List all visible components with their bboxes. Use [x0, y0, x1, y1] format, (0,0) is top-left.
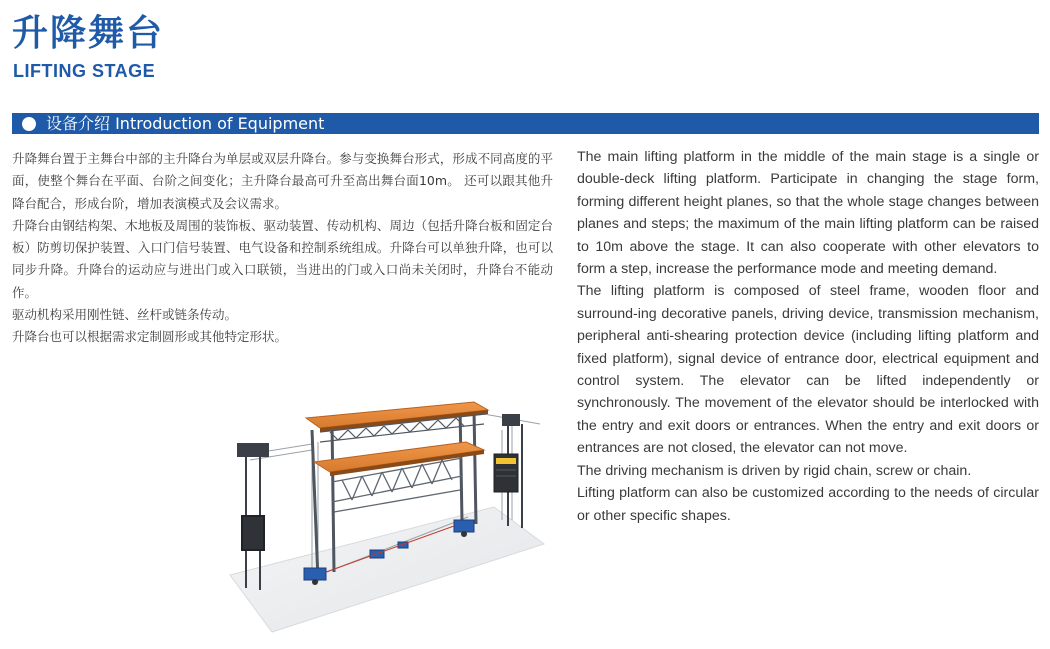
bullet-dot-icon — [22, 117, 36, 131]
description-cn-paragraph: 驱动机构采用刚性链、丝杆或链条传动。 — [12, 307, 238, 323]
description-en-paragraph: Lifting platform can also be customized according to the needs of circular or other specific shapes. — [577, 485, 1039, 524]
description-en — [577, 146, 1039, 527]
floor-slab — [230, 507, 544, 632]
description-cn-paragraph: 升降台也可以根据需求定制圆形或其他特定形状。 — [12, 329, 288, 345]
description-cn — [12, 148, 553, 349]
section-title: 设备介绍 Introduction of Equipment — [46, 114, 325, 133]
lifting-stage-illustration — [222, 392, 548, 638]
description-en-paragraph: The main lifting platform in the middle of the main stage is a single or double-deck lifting platform. Participate in changing the stage form, forming different height planes, so that the whole stage changes between planes and steps; the maximum of the main lifting platform can be raised to 10m above the stage. It can also cooperate with other elevators to form a step, increase the performance mode and meeting demand. — [577, 149, 1039, 278]
page-title-cn: 升降舞台 — [12, 13, 165, 54]
description-en-paragraph: The lifting platform is composed of steel frame, wooden floor and surround-ing decorative panels, driving device, transmission mechanism, peripheral anti-shearing protection device (including lifting platform and fixed platform), signal device of entrance door, electrical equipment and control system. The elevator can be lifted independently or synchronously. The movement of the elevator should be interlocked with the entry and exit doors or entrances. When the entry and exit doors or entrances are not closed, the elevator can not move. — [577, 283, 1039, 457]
lifting-stage-image — [222, 392, 548, 638]
page-title-en: LIFTING STAGE — [13, 61, 156, 81]
section-header-bar — [12, 113, 1039, 134]
description-cn-paragraph: 升降台由钢结构架、木地板及周围的装饰板、驱动装置、传动机构、周边（包括升降台板和固定台板）防剪切保护装置、入口门信号装置、电气设备和控制系统组成。升降台可以单独升降，也可以同步升降。升降台的运动应与进出门或入口联锁，当进出的门或入口尚未关闭时，升降台不能动作。 — [12, 217, 553, 300]
description-cn-paragraph: 升降舞台置于主舞台中部的主升降台为单层或双层升降台。参与变换舞台形式，形成不同高度的平面，使整个舞台在平面、台阶之间变化；主升降台最高可升至高出舞台面10m。 还可以跟其他升降台配合，形成台阶，增加表演模式及会议需求。 — [12, 151, 553, 211]
description-en-paragraph: The driving mechanism is driven by rigid chain, screw or chain. — [577, 462, 972, 479]
